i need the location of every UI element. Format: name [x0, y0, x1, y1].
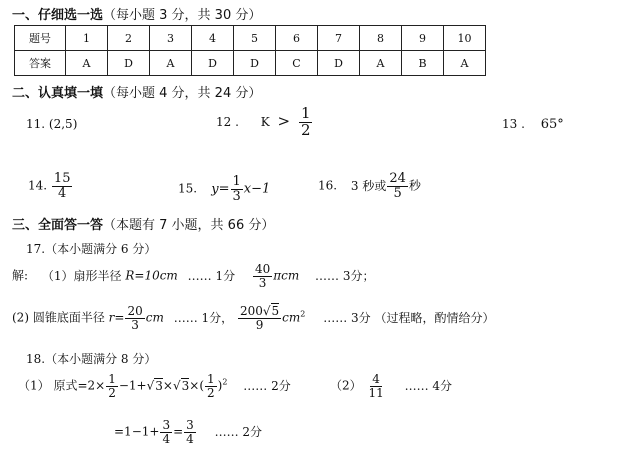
table-cell: 3 — [150, 26, 192, 51]
table-cell: A — [444, 51, 486, 76]
row-label-answer: 答案 — [15, 51, 66, 76]
q16-pre: 3 秒或 — [350, 178, 387, 193]
q11-answer: (2,5) — [48, 117, 78, 131]
q12-numerator: 1 — [300, 104, 311, 122]
q17-arc-fraction — [253, 263, 272, 289]
q18-frac-a-numerator: 1 — [108, 372, 116, 386]
q17-eq: = — [114, 310, 125, 325]
table-cell: C — [276, 51, 318, 76]
q18-line2 — [114, 419, 262, 445]
table-cell: 4 — [192, 26, 234, 51]
q17-arc-numerator: 40 — [254, 262, 271, 276]
section3-heading — [12, 214, 274, 233]
q18-frac-b-denominator: 2 — [207, 385, 215, 400]
q14-fraction — [52, 172, 73, 200]
q16-numerator: 24 — [389, 171, 406, 186]
answer-11 — [26, 117, 77, 131]
q18-step2-frac-a-numerator: 3 — [162, 418, 171, 432]
q18-frac-a — [106, 373, 118, 399]
sqrt-sign-icon: √ — [262, 304, 271, 318]
q17-radius-fraction — [125, 305, 144, 331]
section2-title: 二、认真填一填 — [12, 86, 104, 101]
row-label-number: 题号 — [15, 26, 66, 51]
q15-numerator: 1 — [232, 174, 241, 189]
table-cell: 6 — [276, 26, 318, 51]
q13-answer: 65° — [540, 117, 564, 132]
q18-part2-denominator: 11 — [368, 385, 384, 400]
q18-sqrt-a: 3 — [155, 378, 163, 393]
q18-sqrt-b: 3 — [181, 378, 190, 393]
q11-number: 11. — [26, 117, 46, 131]
q15-fraction — [231, 175, 243, 203]
q15-eq: = — [218, 181, 230, 197]
table-cell: A — [360, 51, 402, 76]
q18-step2-frac-b-numerator: 3 — [186, 418, 194, 432]
q18-step2-frac-a — [160, 419, 172, 445]
q12-fraction — [299, 106, 313, 139]
q17-score-b: …… 3分； — [315, 268, 375, 283]
table-cell: D — [108, 51, 150, 76]
q17-title: 17.（本小题满分 6 分） — [26, 242, 157, 256]
q18-part1-label: （1） — [18, 378, 50, 393]
q17-radius-unit: cm — [145, 310, 164, 325]
section1-note: （每小题 3 分，共 30 分） — [103, 8, 262, 23]
q18-close-paren: ) — [217, 378, 223, 393]
q17-score-c: …… 1分， — [173, 310, 234, 325]
q18-step2-frac-b — [184, 419, 196, 445]
q17-line1 — [12, 263, 375, 289]
q18-step2-eq: = — [173, 424, 184, 439]
q17-var-r: r — [108, 310, 115, 325]
q18-step2-pre: =1−1+ — [114, 424, 160, 439]
section2-heading — [12, 82, 261, 101]
q18-part2-label: （2） — [330, 378, 362, 393]
table-cell: 7 — [318, 26, 360, 51]
q12-number: 12 . — [216, 114, 239, 129]
section3-title: 三、全面答一答 — [12, 218, 104, 233]
q17-arc-denominator: 3 — [258, 275, 267, 290]
q17-score-a: …… 1分 — [187, 268, 236, 283]
q18-times-b: ×( — [189, 378, 205, 393]
section1-title: 一、仔细选一选 — [12, 8, 104, 23]
sqrt-sign-icon: √ — [172, 378, 181, 393]
q18-frac-a-denominator: 2 — [108, 385, 116, 400]
table-cell: A — [150, 51, 192, 76]
q15-rest: x−1 — [243, 181, 271, 197]
q17-radius-value: =10cm — [134, 268, 178, 283]
table-cell: 2 — [108, 26, 150, 51]
q17-area-fraction — [238, 305, 281, 331]
q18-score-b: …… 4分 — [404, 378, 453, 393]
q16-number: 16. — [318, 178, 338, 193]
q18-line1 — [18, 373, 291, 399]
solution-label: 解: — [12, 268, 29, 283]
q14-denominator: 4 — [58, 185, 67, 201]
q18-score-a: …… 2分 — [243, 378, 291, 393]
sqrt-sign-icon: √ — [146, 378, 155, 393]
answer-12 — [216, 106, 313, 139]
q18-line1-part2 — [330, 373, 452, 399]
q18-times-a: × — [162, 378, 173, 393]
q13-number: 13 . — [502, 117, 525, 131]
q17-var-R: R — [125, 268, 135, 283]
table-cell: 5 — [234, 26, 276, 51]
table-cell: D — [318, 51, 360, 76]
q15-y: y — [211, 181, 219, 197]
answer-16 — [318, 172, 421, 200]
answer-13 — [502, 117, 564, 132]
q18-step2-frac-b-denominator: 4 — [186, 431, 194, 446]
q12-k: K — [260, 114, 270, 129]
q18-frac-b-numerator: 1 — [207, 372, 215, 386]
q17-line2 — [12, 305, 494, 331]
q17-radius-numerator: 20 — [127, 304, 143, 318]
q18-expr-label: 原式=2× — [53, 378, 106, 393]
q18-title: 18.（本小题满分 8 分） — [26, 352, 157, 366]
q17-area-coefficient: 200 — [239, 304, 263, 318]
section2-note: （每小题 4 分，共 24 分） — [103, 86, 262, 101]
table-cell: D — [192, 51, 234, 76]
q18-part2-numerator: 4 — [372, 372, 380, 386]
answer-table — [14, 25, 486, 76]
table-row-numbers — [15, 26, 486, 51]
q17-area-numerator — [238, 305, 281, 319]
q16-denominator: 5 — [393, 185, 402, 201]
q16-post: 秒 — [408, 178, 421, 193]
answer-14 — [28, 172, 73, 200]
q18-exponent: 2 — [222, 377, 228, 387]
q17-part2-label: (2) 圆锥底面半径 — [12, 310, 105, 325]
q16-fraction — [387, 172, 408, 200]
q14-numerator: 15 — [53, 171, 71, 186]
q15-denominator: 3 — [232, 188, 241, 204]
section3-note: （本题有 7 小题，共 66 分） — [103, 218, 275, 233]
q12-gt: > — [277, 111, 291, 130]
q14-number: 14. — [28, 178, 48, 193]
q18-part2-fraction — [366, 373, 385, 399]
q17-area-denominator: 9 — [255, 317, 264, 332]
table-row-answers — [15, 51, 486, 76]
table-cell: 1 — [66, 26, 108, 51]
q17-radius-denominator: 3 — [131, 317, 139, 332]
q18-score-c: …… 2分 — [214, 424, 263, 439]
q17-area-unit: cm — [282, 310, 301, 325]
table-cell: A — [66, 51, 108, 76]
table-cell: 8 — [360, 26, 402, 51]
table-cell: 10 — [444, 26, 486, 51]
answer-15 — [178, 175, 270, 203]
table-cell: 9 — [402, 26, 444, 51]
q17-arc-unit: πcm — [273, 268, 300, 283]
section1-heading — [12, 4, 261, 23]
q18-expr-mid: −1+ — [118, 378, 147, 393]
q17-score-d: …… 3分 （过程略，酌情给分） — [323, 310, 495, 325]
table-cell: D — [234, 51, 276, 76]
q12-denominator: 2 — [300, 120, 311, 139]
q15-number: 15. — [178, 181, 198, 196]
q17-area-radicand: 5 — [271, 304, 280, 318]
table-cell: B — [402, 51, 444, 76]
q18-step2-frac-a-denominator: 4 — [162, 431, 171, 446]
q17-part1-label: （1）扇形半径 — [41, 268, 122, 283]
q17-area-exponent: 2 — [300, 309, 306, 319]
q18-frac-b — [205, 373, 217, 399]
